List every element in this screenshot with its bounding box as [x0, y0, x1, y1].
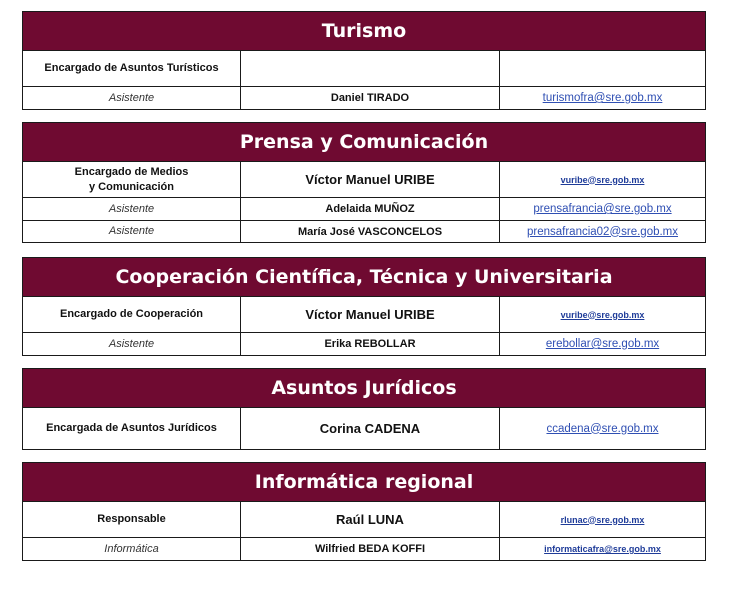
role-cell — [23, 333, 241, 355]
section-title: Prensa y Comunicación — [23, 123, 705, 162]
email-cell — [500, 538, 705, 560]
role-cell — [23, 297, 241, 332]
table-row — [23, 197, 705, 220]
email-link[interactable]: informaticafra@sre.gob.mx — [544, 544, 661, 554]
email-cell — [500, 297, 705, 332]
name-cell — [241, 408, 500, 449]
email-cell — [500, 333, 705, 355]
person-name: Corina CADENA — [319, 421, 421, 436]
person-name: Raúl LUNA — [336, 512, 404, 527]
person-name: Adelaida MUÑOZ — [325, 203, 415, 215]
role-label: Responsable — [97, 513, 166, 525]
email-cell — [500, 502, 705, 537]
table-row — [23, 220, 705, 242]
role-cell — [23, 538, 241, 560]
role-label: Informática — [104, 542, 159, 555]
email-link[interactable]: vuribe@sre.gob.mx — [560, 309, 645, 320]
section-title: Asuntos Jurídicos — [23, 369, 705, 408]
person-name: Víctor Manuel URIBE — [305, 172, 435, 187]
section-title: Turismo — [23, 12, 705, 51]
role-label: Asistente — [108, 225, 155, 237]
name-cell — [241, 502, 500, 537]
role-cell — [23, 162, 241, 197]
table-row — [23, 297, 705, 332]
table-row — [23, 537, 705, 560]
role-cell — [23, 502, 241, 537]
name-cell — [241, 87, 500, 109]
table-row — [23, 502, 705, 537]
person-name: Wilfried BEDA KOFFI — [314, 543, 426, 555]
person-name: Víctor Manuel URIBE — [305, 307, 435, 322]
role-label: Encargado de Cooperación — [59, 308, 204, 320]
email-link[interactable]: ccadena@sre.gob.mx — [546, 422, 659, 435]
section-prensa — [22, 122, 706, 243]
role-cell — [23, 408, 241, 449]
email-cell — [500, 198, 705, 220]
section-turismo — [22, 11, 706, 110]
name-cell — [241, 162, 500, 197]
name-cell — [241, 538, 500, 560]
section-title: Informática regional — [23, 463, 705, 502]
email-cell — [500, 51, 705, 86]
name-cell — [241, 297, 500, 332]
email-cell — [500, 162, 705, 197]
email-link[interactable]: rlunac@sre.gob.mx — [560, 514, 645, 525]
table-row — [23, 162, 705, 197]
section-informatica — [22, 462, 706, 561]
role-label: Asistente — [108, 337, 155, 350]
role-label: Encargado de Asuntos Turísticos — [44, 62, 219, 74]
role-label: Asistente — [108, 91, 155, 104]
email-link[interactable]: prensafrancia02@sre.gob.mx — [526, 225, 679, 238]
role-cell — [23, 51, 241, 86]
email-cell — [500, 87, 705, 109]
person-name: María José VASCONCELOS — [297, 225, 443, 238]
person-name: Daniel TIRADO — [330, 92, 410, 104]
table-row — [23, 408, 705, 449]
email-cell — [500, 408, 705, 449]
table-row — [23, 332, 705, 355]
section-title: Cooperación Científica, Técnica y Universitaria — [23, 258, 705, 297]
role-cell — [23, 221, 241, 242]
role-label: Encargada de Asuntos Jurídicos — [46, 422, 217, 434]
email-cell — [500, 221, 705, 242]
role-cell — [23, 87, 241, 109]
role-label: Encargado de Medios y Comunicación — [74, 165, 189, 193]
name-cell — [241, 198, 500, 220]
role-cell — [23, 198, 241, 220]
name-cell — [241, 51, 500, 86]
section-juridicos — [22, 368, 706, 450]
email-link[interactable]: vuribe@sre.gob.mx — [560, 174, 645, 185]
name-cell — [241, 221, 500, 242]
email-link[interactable]: prensafrancia@sre.gob.mx — [533, 203, 672, 215]
email-link[interactable]: erebollar@sre.gob.mx — [545, 338, 660, 350]
person-name: Erika REBOLLAR — [324, 338, 416, 350]
role-label: Asistente — [108, 202, 155, 215]
name-cell — [241, 333, 500, 355]
email-link[interactable]: turismofra@sre.gob.mx — [542, 92, 663, 104]
table-row — [23, 51, 705, 86]
section-cooperacion — [22, 257, 706, 356]
table-row — [23, 86, 705, 109]
